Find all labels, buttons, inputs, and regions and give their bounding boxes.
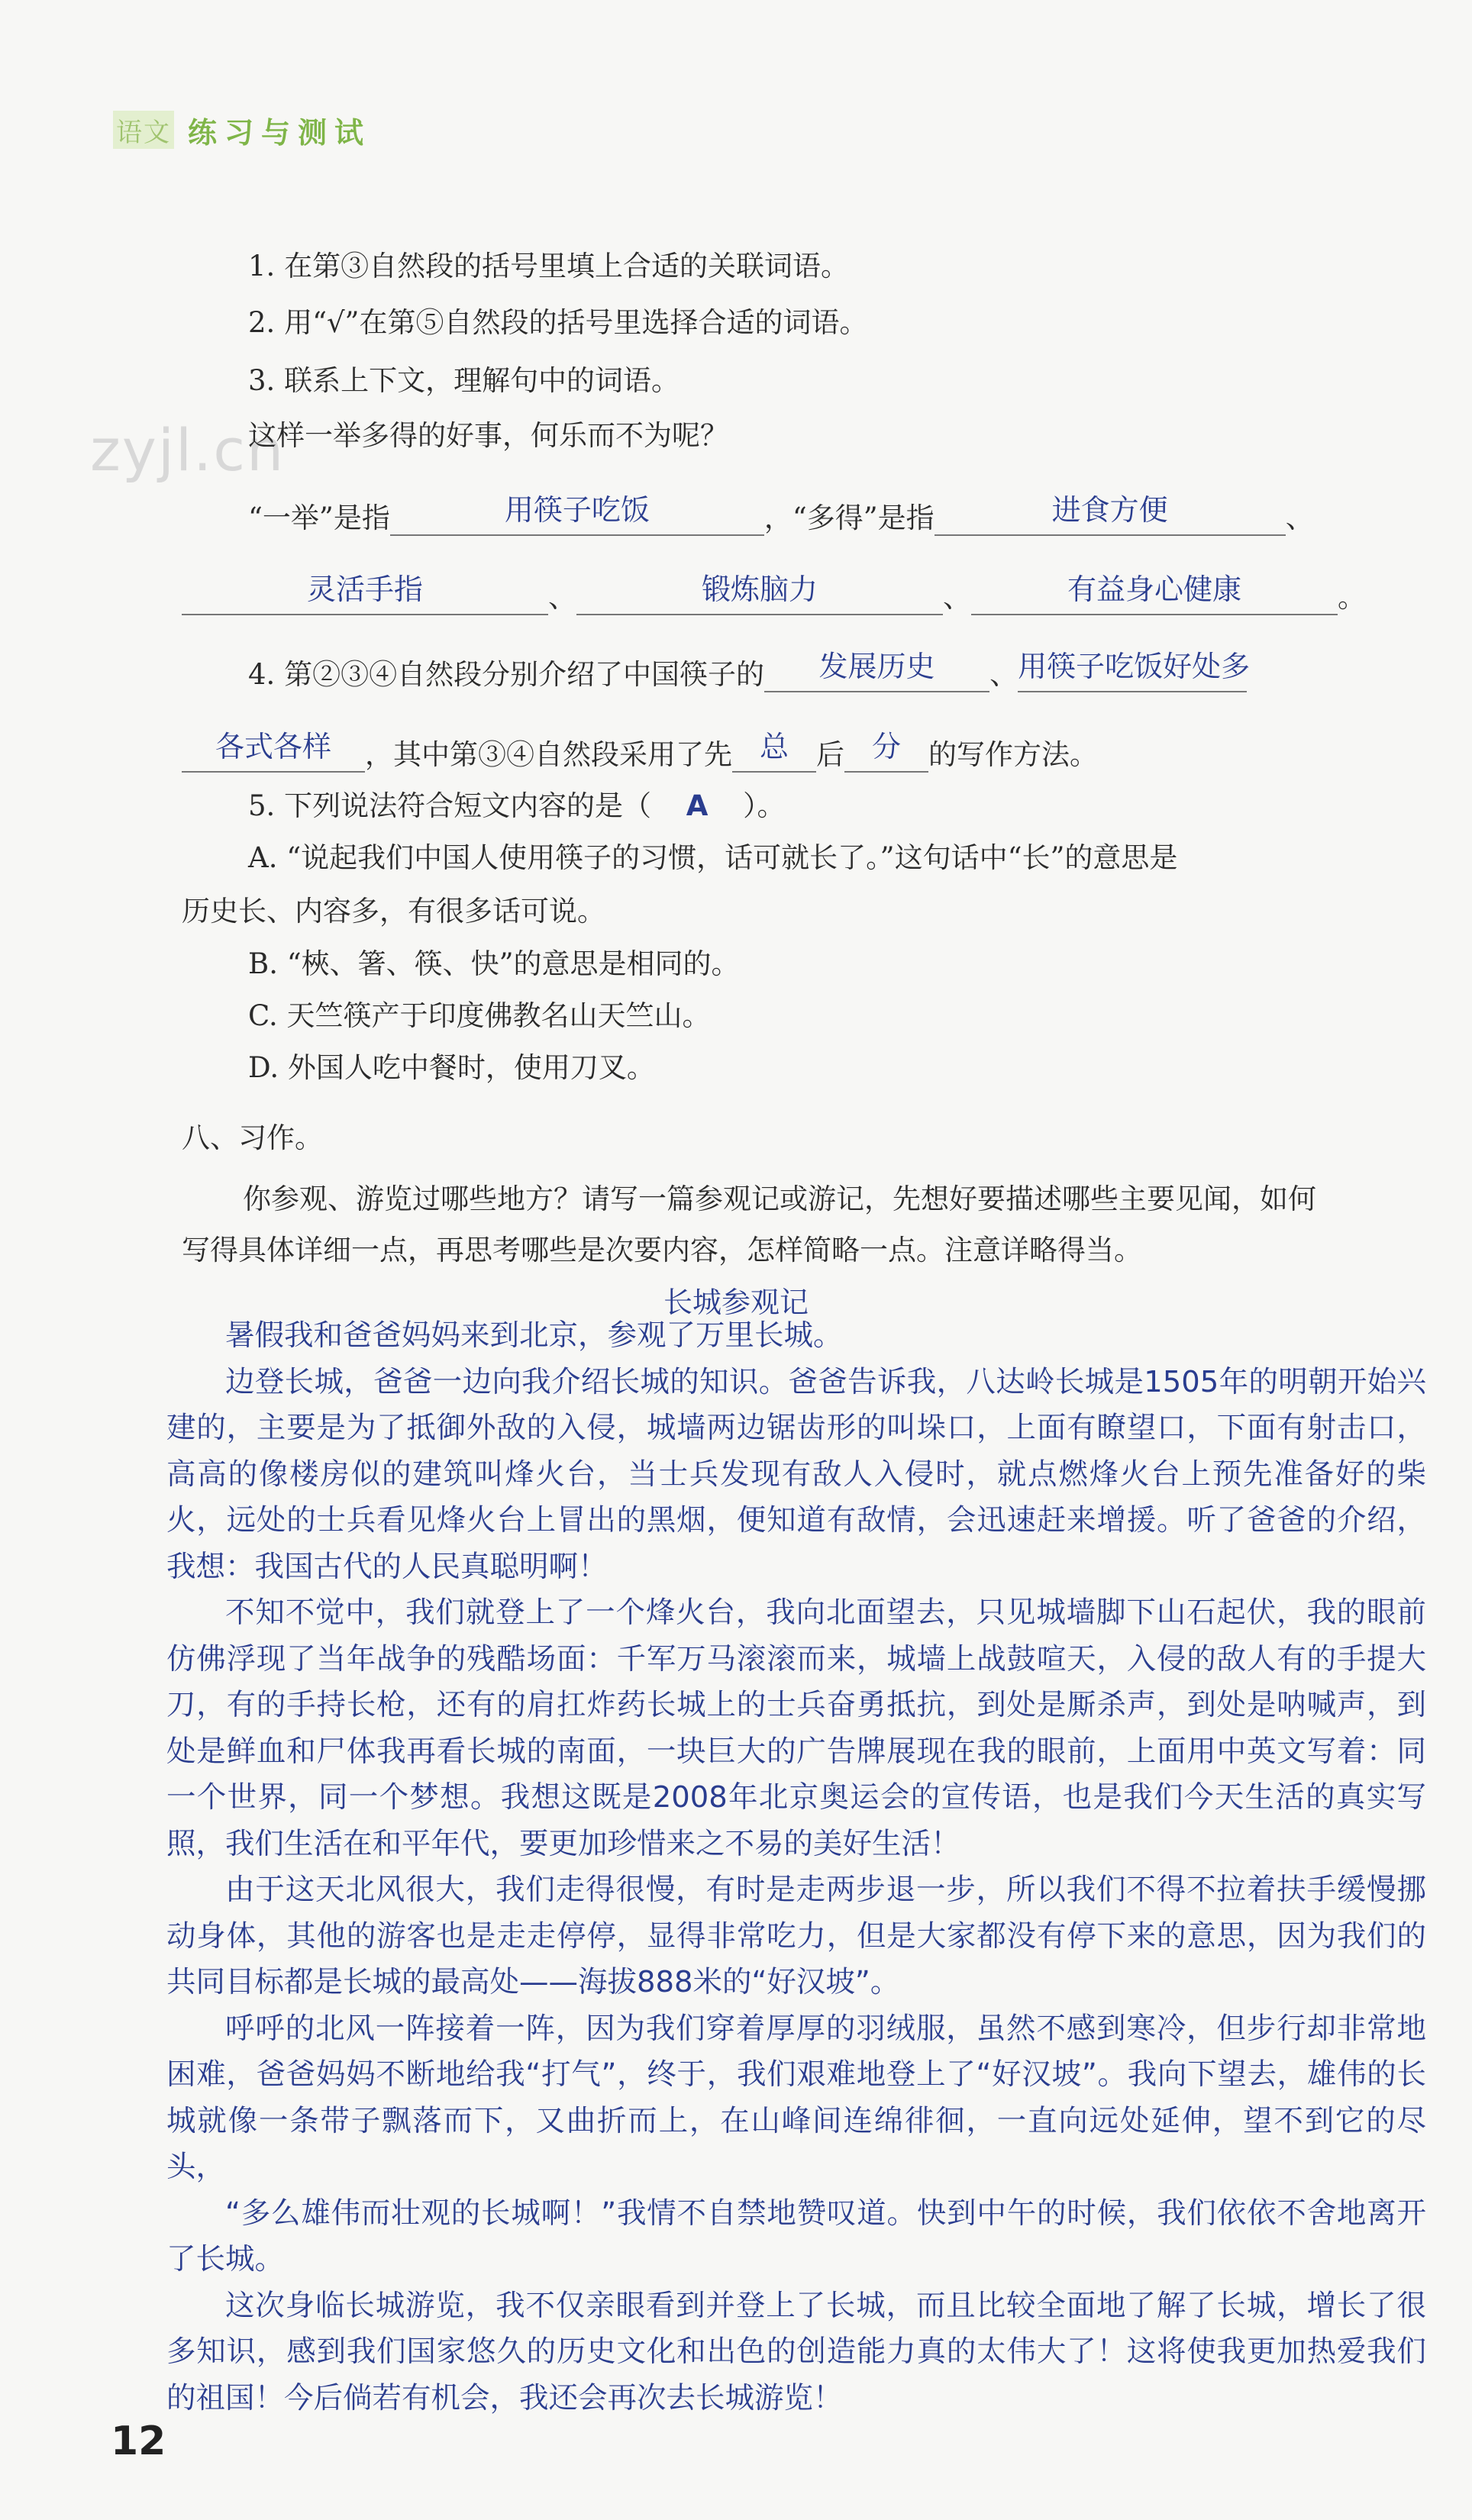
book-title: 练习与测试 — [188, 115, 372, 150]
subject-badge: 语文 — [113, 111, 174, 149]
question-4-line-2 — [182, 731, 1098, 773]
answer-blank[interactable] — [182, 573, 548, 615]
separator: 、 — [548, 581, 576, 614]
question-2: 2. 用“√”在第⑤自然段的括号里选择合适的词语。 — [248, 306, 868, 339]
answer-blank[interactable] — [935, 493, 1286, 536]
option-a-line-1: A. “说起我们中国人使用筷子的习惯，话可就长了。”这句话中“长”的意思是 — [248, 841, 1178, 874]
page-header — [113, 107, 371, 153]
separator: 、 — [943, 581, 971, 614]
handwritten-answer: 各式各样 — [215, 730, 331, 763]
answer-blank[interactable] — [732, 730, 816, 773]
label: 4. 第②③④自然段分别介绍了中国筷子的 — [248, 658, 765, 691]
question-3-answer-line-1 — [248, 495, 1314, 536]
question-3-sentence: 这样一举多得的好事，何乐而不为呢？ — [248, 419, 728, 452]
question-3-answer-line-2 — [182, 574, 1366, 615]
answer-blank[interactable] — [1018, 650, 1251, 692]
handwritten-answer: 总 — [759, 730, 789, 763]
separator: 、 — [1285, 502, 1314, 534]
handwritten-answer: 锻炼脑力 — [701, 573, 818, 606]
handwritten-answer: 发展历史 — [818, 650, 935, 683]
label: 5. 下列说法符合短文内容的是（ — [248, 789, 652, 822]
label: “一举”是指 — [248, 502, 390, 534]
handwritten-answer: 用筷子吃饭 — [504, 493, 650, 527]
end-mark: 。 — [1338, 581, 1366, 614]
question-5 — [248, 782, 786, 824]
essay-paragraph: 边登长城，爸爸一边向我介绍长城的知识。爸爸告诉我，八达岭长城是1505年的明朝开始兴建的，主要是为了抵御外敌的入侵，城墙两边锯齿形的叫垛口，上面有瞭望口，下面有射击口，高高的像楼房似的建筑叫烽火台，当士兵发现有敌人入侵时，就点燃烽火台上预先准备好的柴火，远处的士兵看见烽火台上冒出的黑烟，便知道有敌情，会迅速赶来增援。听了爸爸的介绍，我想：我国古代的人民真聪明啊！ — [166, 1364, 1426, 1584]
page-number: 12 — [111, 2418, 166, 2464]
option-d: D. 外国人吃中餐时，使用刀叉。 — [248, 1051, 655, 1084]
essay-paragraph: “多么雄伟而壮观的长城啊！”我情不自禁地赞叹道。快到中午的时候，我们依依不舍地离开了长城。 — [166, 2196, 1426, 2276]
essay-body — [166, 1313, 1426, 2422]
answer-blank[interactable] — [844, 730, 928, 773]
label: ，其中第③④自然段采用了先 — [365, 738, 732, 771]
option-b: B. “梜、箸、筷、快”的意思是相同的。 — [248, 947, 740, 980]
answer-blank[interactable] — [390, 493, 764, 536]
answer-blank[interactable] — [971, 573, 1338, 615]
watermark: zyjl.cn — [90, 416, 286, 484]
handwritten-answer: 有益身心健康 — [1067, 573, 1241, 606]
handwritten-answer: 分 — [871, 730, 901, 763]
essay-paragraph: 由于这天北风很大，我们走得很慢，有时是走两步退一步，所以我们不得不拉着扶手缓慢挪动身体，其他的游客也是走走停停，显得非常吃力，但是大家都没有停下来的意思，因为我们的共同目标都是长城的最高处——海拔888米的“好汉坡”。 — [166, 1873, 1426, 1999]
question-1: 1. 在第③自然段的括号里填上合适的关联词语。 — [248, 250, 850, 282]
option-c: C. 天竺筷产于印度佛教名山天竺山。 — [248, 999, 711, 1032]
essay-paragraph: 暑假我和爸爸妈妈来到北京，参观了万里长城。 — [225, 1318, 843, 1353]
handwritten-answer: 用筷子吃饭好处多 — [1018, 650, 1251, 683]
essay-title: 长城参观记 — [663, 1286, 809, 1319]
writing-prompt-line-1: 你参观、游览过哪些地方？请写一篇参观记或游记，先想好要描述哪些主要见闻，如何 — [243, 1183, 1316, 1215]
question-3: 3. 联系上下文，理解句中的词语。 — [248, 364, 680, 397]
writing-prompt-line-2: 写得具体详细一点，再思考哪些是次要内容，怎样简略一点。注意详略得当。 — [182, 1234, 1142, 1266]
handwritten-answer: 进食方便 — [1051, 493, 1168, 527]
label: 后 — [816, 738, 844, 771]
essay-paragraph: 呼呼的北风一阵接着一阵，因为我们穿着厚厚的羽绒服，虽然不感到寒冷，但步行却非常地困难，爸爸妈妈不断地给我“打气”，终于，我们艰难地登上了“好汉坡”。我向下望去，雄伟的长城就像一条带子飘落而下，又曲折而上，在山峰间连绵徘徊，一直向远处延伸，望不到它的尽头， — [166, 2011, 1426, 2184]
label: ）。 — [743, 789, 786, 822]
label: ，“多得”是指 — [763, 502, 935, 534]
answer-blank[interactable] — [764, 650, 989, 692]
answer-blank[interactable] — [576, 573, 943, 615]
question-4-line-1 — [248, 650, 1251, 692]
label: 的写作方法。 — [928, 738, 1098, 771]
handwritten-answer: A — [686, 789, 709, 822]
essay-paragraph: 不知不觉中，我们就登上了一个烽火台，我向北面望去，只见城墙脚下山石起伏，我的眼前仿佛浮现了当年战争的残酷场面：千军万马滚滚而来，城墙上战鼓喧天，入侵的敌人有的手提大刀，有的手持长枪，还有的肩扛炸药长城上的士兵奋勇抵抗，到处是厮杀声，到处是呐喊声，到处是鲜血和尸体我再看长城的南面，一块巨大的广告牌展现在我的眼前，上面用中英文写着：同一个世界，同一个梦想。我想这既是2008年北京奥运会的宣传语，也是我们今天生活的真实写照，我们生活在和平年代，要更加珍惜来之不易的美好生活！ — [166, 1596, 1426, 1861]
separator: 、 — [989, 658, 1018, 691]
essay-paragraph: 这次身临长城游览，我不仅亲眼看到并登上了长城，而且比较全面地了解了长城，增长了很多知识，感到我们国家悠久的历史文化和出色的创造能力真的太伟大了！这将使我更加热爱我们的祖国！今后倘若有机会，我还会再次去长城游览！ — [166, 2288, 1426, 2415]
handwritten-answer: 灵活手指 — [306, 573, 423, 606]
answer-blank[interactable] — [182, 730, 365, 773]
section-heading: 八、习作。 — [182, 1121, 323, 1154]
option-a-line-2: 历史长、内容多，有很多话可说。 — [182, 895, 605, 928]
